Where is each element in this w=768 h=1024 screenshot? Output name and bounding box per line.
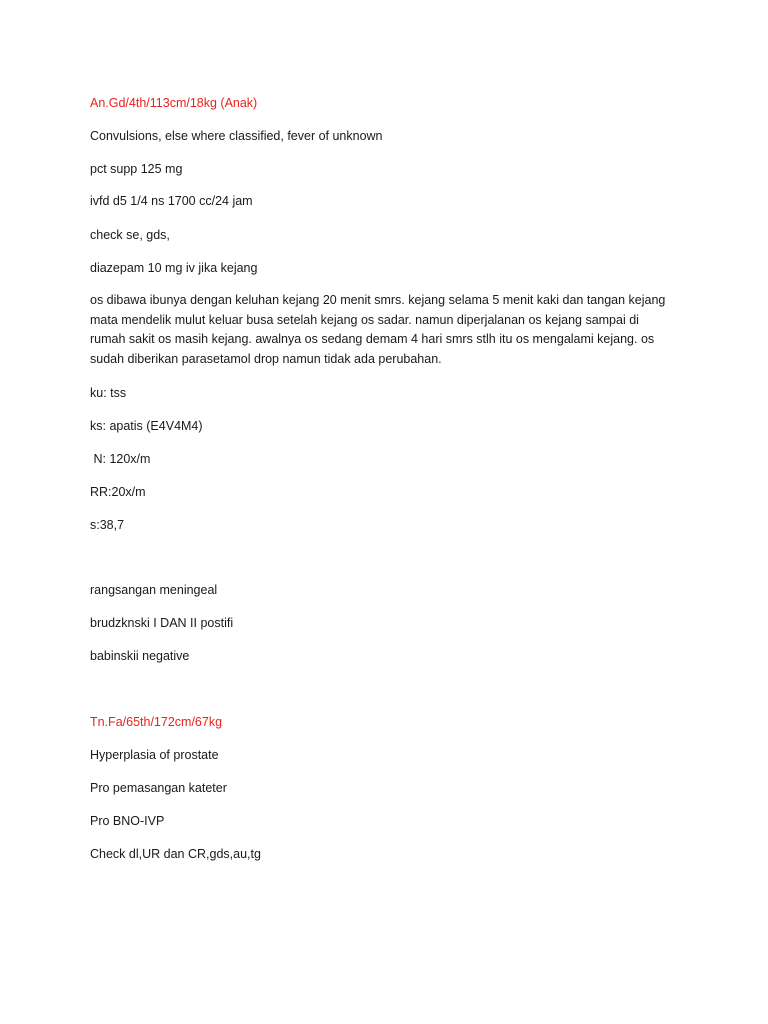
order-line: diazepam 10 mg iv jika kejang xyxy=(90,261,258,275)
patient1-history xyxy=(90,291,666,369)
patient1-diagnosis: Convulsions, else where classified, fever of unknown xyxy=(90,129,383,143)
history-line: mata mendelik mulut keluar busa setelah kejang os sadar. namun diperjalanan os kejang sampai di xyxy=(90,312,639,327)
order-line: ivfd d5 1/4 ns 1700 cc/24 jam xyxy=(90,194,253,208)
patient2-line: Pro pemasangan kateter xyxy=(90,781,227,795)
exam-line: rangsangan meningeal xyxy=(90,583,218,597)
vital-line: RR:20x/m xyxy=(90,485,146,499)
vital-line: ku: tss xyxy=(90,386,127,400)
order-line: check se, gds, xyxy=(90,228,170,242)
patient2-line: Pro BNO-IVP xyxy=(90,814,165,828)
vital-line: ks: apatis (E4V4M4) xyxy=(90,419,203,433)
history-line: os dibawa ibunya dengan keluhan kejang 20 menit smrs. kejang selama 5 menit kaki dan tangan kejang xyxy=(90,293,666,307)
vital-line: s:38,7 xyxy=(90,518,125,532)
vital-line: N: 120x/m xyxy=(90,452,151,466)
order-line: pct supp 125 mg xyxy=(90,162,183,176)
history-line: rumah sakit os masih kejang. awalnya os sedang demam 4 hari smrs stlh itu os mengalami kejang. os xyxy=(90,332,655,346)
patient1-header: An.Gd/4th/113cm/18kg (Anak) xyxy=(90,96,258,110)
patient2-line: Hyperplasia of prostate xyxy=(90,748,219,762)
history-line: sudah diberikan parasetamol drop namun tidak ada perubahan. xyxy=(90,351,442,366)
exam-line: babinskii negative xyxy=(90,649,190,663)
exam-line: brudzknski I DAN II postifi xyxy=(90,616,234,630)
patient2-line: Check dl,UR dan CR,gds,au,tg xyxy=(90,847,261,861)
patient2-header: Tn.Fa/65th/172cm/67kg xyxy=(90,715,223,729)
